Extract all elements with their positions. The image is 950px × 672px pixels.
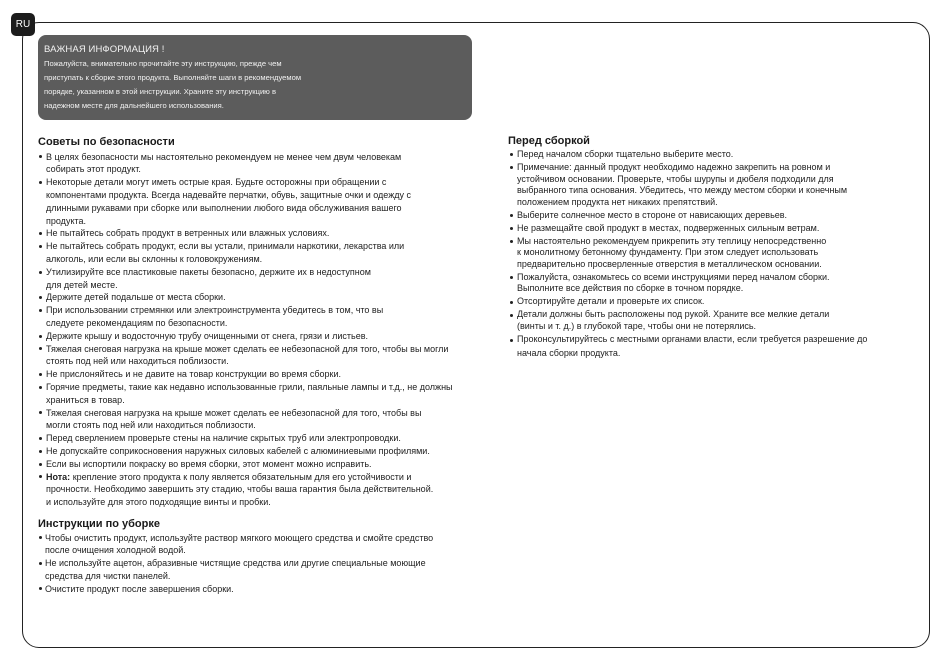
- safety-list-item: [38, 240, 453, 266]
- bullet-icon: [39, 181, 42, 184]
- list-item-line: храниться в товар.: [46, 394, 125, 405]
- cleaning-list: [38, 532, 433, 596]
- before-assembly-list-item: [508, 333, 867, 360]
- before-assembly-list: [508, 149, 867, 360]
- list-item-line: прочности. Необходимо завершить эту стадию, чтобы ваша гарантия была действительной.: [46, 484, 434, 495]
- list-item-line: (винты и т. д.) в глубокой таре, чтобы они не потерялись.: [517, 321, 757, 332]
- list-item-line: после очищения холодной водой.: [45, 545, 186, 556]
- list-item-line: Утилизируйте все пластиковые пакеты безопасно, держите их в недоступном: [46, 266, 371, 277]
- safety-list: [38, 151, 453, 509]
- list-item-line: положением продукта нет никаких препятствий.: [517, 196, 718, 207]
- list-item-line: Не пытайтесь собрать продукт, если вы устали, принимали наркотики, лекарства или: [46, 241, 405, 252]
- bullet-icon: [39, 475, 42, 478]
- list-item-line: Примечание: данный продукт необходимо надежно закрепить на ровном и: [517, 161, 831, 172]
- list-item-line: Держите крышу и водосточную трубу очищенными от снега, грязи и листьев.: [46, 330, 368, 341]
- before-assembly-list-item: [508, 223, 867, 235]
- note-label: Нота:: [46, 471, 71, 482]
- important-info-box: [38, 35, 472, 120]
- list-item-line: Держите детей подальше от места сборки.: [46, 292, 226, 303]
- info-line: надежном месте для дальнейшего использования.: [44, 101, 224, 110]
- list-item-line: [46, 471, 453, 484]
- bullet-icon: [39, 587, 42, 590]
- safety-list-item: [38, 343, 453, 369]
- list-item-line: и используйте для этого подходящие винты и пробки.: [46, 497, 271, 508]
- list-item-line: алкоголь, или если вы склонны к головокружениям.: [46, 253, 263, 264]
- bullet-icon: [510, 214, 513, 217]
- safety-list-item: [38, 330, 453, 343]
- safety-list-item: [38, 458, 453, 471]
- list-item-line: Детали должны быть расположены под рукой. Храните все мелкие детали: [517, 309, 830, 320]
- bullet-icon: [39, 411, 42, 414]
- list-item-line: устойчивом основании. Проверьте, чтобы шурупы и дюбеля подходили для: [517, 173, 834, 184]
- safety-list-item: [38, 304, 453, 330]
- safety-list-item: [38, 151, 453, 177]
- bullet-icon: [39, 271, 42, 274]
- list-item-line: стоять под ней или находиться поблизости.: [46, 356, 229, 367]
- bullet-icon: [510, 166, 513, 169]
- list-item-line: Если вы испортили покраску во время сборки, этот момент можно исправить.: [46, 458, 372, 469]
- safety-list-item: [38, 381, 453, 407]
- bullet-icon: [510, 314, 513, 317]
- bullet-icon: [39, 386, 42, 389]
- list-item-line: Не размещайте свой продукт в местах, подверженных сильным ветрам.: [517, 222, 820, 233]
- bullet-icon: [39, 296, 42, 299]
- before-assembly-list-item: [508, 309, 867, 332]
- list-item-line: Проконсультируйтесь с местными органами власти, если требуется разрешение до: [517, 334, 868, 345]
- list-item-line: длинными рукавами при сборке или выполнении любого вида обслуживания вашего: [46, 202, 402, 213]
- list-item-line: Чтобы очистить продукт, используйте раствор мягкого моющего средства и смойте средство: [45, 532, 434, 543]
- bullet-icon: [39, 463, 42, 466]
- bullet-icon: [39, 536, 42, 539]
- list-item-line: могли стоять под ней или находиться поблизости.: [46, 420, 256, 431]
- list-item-line: компонентами продукта. Всегда надевайте перчатки, обувь, защитные очки и одежду с: [46, 189, 411, 200]
- bullet-icon: [510, 276, 513, 279]
- bullet-icon: [39, 373, 42, 376]
- list-item-line: средства для чистки панелей.: [45, 570, 171, 581]
- list-item-line: Перед началом сборки тщательно выберите место.: [517, 149, 734, 159]
- safety-list-item: [38, 176, 453, 227]
- list-item-line: В целях безопасности мы настоятельно рекомендуем не менее чем двум человекам: [46, 151, 402, 162]
- list-item-line: следуете рекомендациям по безопасности.: [46, 317, 228, 328]
- bullet-icon: [39, 245, 42, 248]
- bullet-icon: [510, 227, 513, 230]
- list-item-line: выбранного типа основания. Убедитесь, что между местом сборки и конечным: [517, 185, 848, 196]
- bullet-icon: [39, 450, 42, 453]
- language-badge: RU: [11, 13, 35, 36]
- safety-list-item: [38, 227, 453, 240]
- important-info-text: [44, 57, 301, 113]
- list-item-line: Не используйте ацетон, абразивные чистящие средства или другие специальные моющие: [45, 558, 426, 569]
- safety-list-item: [38, 471, 453, 509]
- before-assembly-list-item: [508, 236, 867, 271]
- safety-list-item: [38, 432, 453, 445]
- safety-list-item: [38, 407, 453, 433]
- list-item-line: Перед сверлением проверьте стены на наличие скрытых труб или электропроводки.: [46, 433, 401, 444]
- info-line: порядке, указанном в этой инструкции. Храните эту инструкцию в: [44, 87, 277, 96]
- list-item-line: Некоторые детали могут иметь острые края. Будьте осторожны при обращении с: [46, 177, 387, 188]
- list-item-line: Не допускайте соприкосновения наружных силовых кабелей с алюминиевыми профилями.: [46, 445, 430, 456]
- list-item-line: собирать этот продукт.: [46, 164, 141, 175]
- list-item-line: Пожалуйста, ознакомьтесь со всеми инструкциями перед началом сборки.: [517, 271, 830, 282]
- bullet-icon: [510, 301, 513, 304]
- list-item-line: продукта.: [46, 215, 87, 226]
- list-item-line: Тяжелая снеговая нагрузка на крыше может сделать ее небезопасной для того, чтобы вы: [46, 407, 422, 418]
- safety-heading: Советы по безопасности: [38, 136, 175, 148]
- list-item-line: начала сборки продукта.: [517, 347, 621, 358]
- list-item-line: для детей месте.: [46, 279, 118, 290]
- list-item-line: При использовании стремянки или электроинструмента убедитесь в том, что вы: [46, 305, 384, 316]
- safety-list-item: [38, 368, 453, 381]
- safety-list-item: [38, 291, 453, 304]
- list-item-line: Горячие предметы, такие как недавно использованные грили, паяльные лампы и т.д., не должны: [46, 381, 453, 392]
- list-item-text: крепление этого продукта к полу является обязательным для его устойчивости и: [72, 471, 412, 482]
- bullet-icon: [39, 309, 42, 312]
- before-assembly-list-item: [508, 162, 867, 208]
- important-info-title: ВАЖНАЯ ИНФОРМАЦИЯ !: [44, 44, 165, 55]
- before-assembly-list-item: [508, 149, 867, 161]
- list-item-line: Очистите продукт после завершения сборки.: [45, 583, 234, 594]
- info-line: приступать к сборке этого продукта. Выполняйте шаги в рекомендуемом: [44, 73, 302, 82]
- cleaning-list-item: [38, 583, 433, 596]
- bullet-icon: [39, 562, 42, 565]
- cleaning-list-item: [38, 557, 433, 583]
- safety-list-item: [38, 445, 453, 458]
- bullet-icon: [39, 155, 42, 158]
- list-item-line: к монолитному бетонному фундаменту. При этом следует использовать: [517, 247, 819, 258]
- cleaning-heading: Инструкции по уборке: [38, 518, 160, 530]
- bullet-icon: [39, 335, 42, 338]
- list-item-line: Выполните все действия по сборке в точном порядке.: [517, 283, 744, 294]
- list-item-line: Не прислоняйтесь и не давите на товар конструкции во время сборки.: [46, 369, 342, 380]
- bullet-icon: [510, 153, 513, 156]
- list-item-line: Отсортируйте детали и проверьте их список.: [517, 296, 705, 307]
- before-assembly-list-item: [508, 272, 867, 295]
- bullet-icon: [510, 240, 513, 243]
- list-item-line: Не пытайтесь собрать продукт в ветренных или влажных условиях.: [46, 228, 330, 239]
- list-item-line: Мы настоятельно рекомендуем прикрепить эту теплицу непосредственно: [517, 235, 827, 246]
- cleaning-list-item: [38, 532, 433, 558]
- before-assembly-heading: Перед сборкой: [508, 135, 590, 147]
- list-item-line: предварительно просверленные отверстия в металлическом основании.: [517, 258, 822, 269]
- safety-list-item: [38, 266, 453, 292]
- bullet-icon: [39, 232, 42, 235]
- list-item-line: Выберите солнечное место в стороне от нависающих деревьев.: [517, 209, 788, 220]
- bullet-icon: [39, 437, 42, 440]
- before-assembly-list-item: [508, 296, 867, 308]
- bullet-icon: [39, 347, 42, 350]
- before-assembly-list-item: [508, 210, 867, 222]
- bullet-icon: [510, 339, 513, 342]
- info-line: Пожалуйста, внимательно прочитайте эту инструкцию, прежде чем: [44, 59, 282, 68]
- list-item-line: Тяжелая снеговая нагрузка на крыше может сделать ее небезопасной для того, чтобы вы могли: [46, 343, 449, 354]
